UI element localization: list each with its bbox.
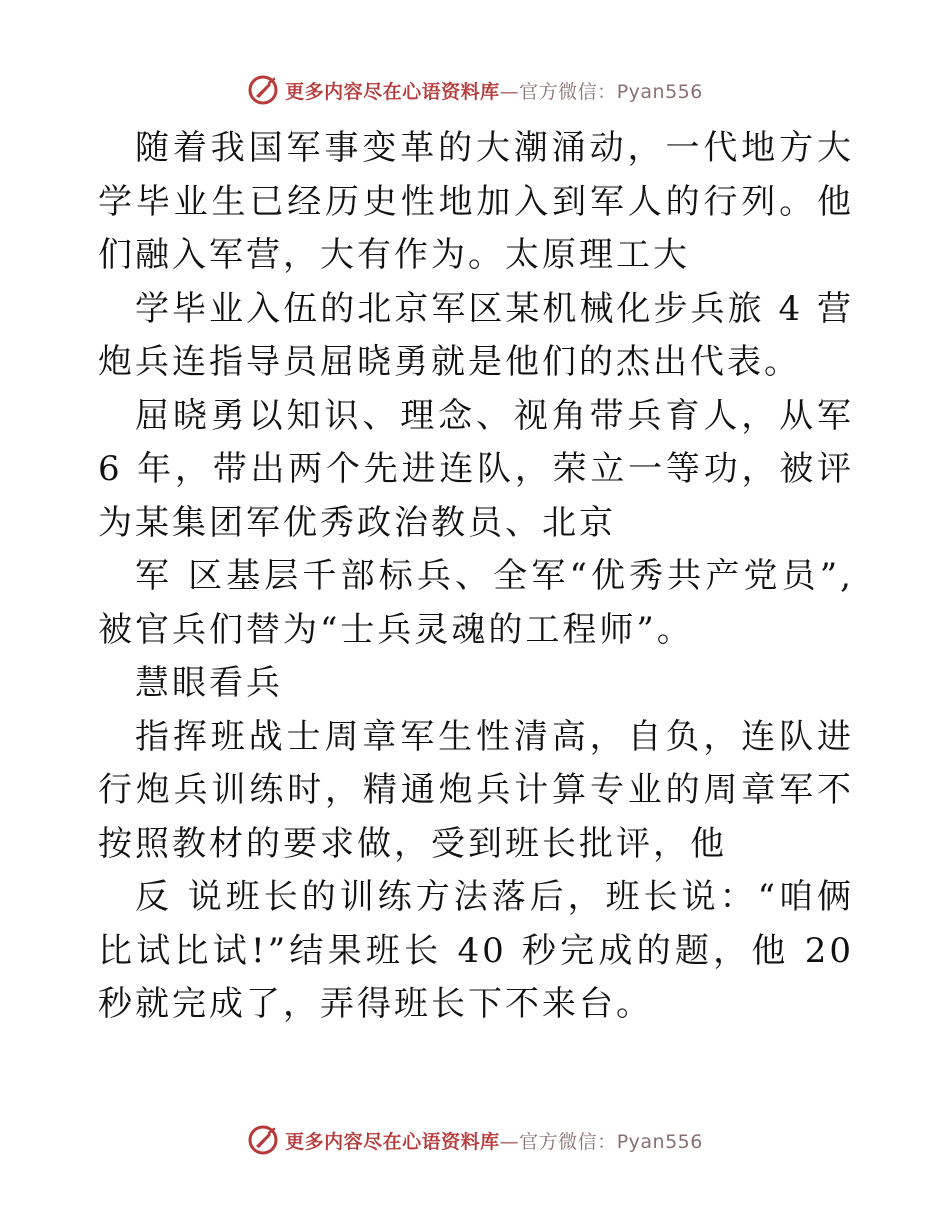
banner-text (285, 1127, 703, 1154)
footer-banner (0, 1120, 950, 1160)
header-banner (0, 70, 950, 110)
banner-text (285, 77, 703, 104)
paragraph-6: 反 说班长的训练方法落后，班长说：“咱俩比试比试!”结果班长 40 秒完成的题，他 20 秒就完成了，弄得班长下不来台。 (98, 877, 854, 1024)
quill-logo-icon (247, 1124, 279, 1156)
paragraph-4: 军 区基层千部标兵、全军“优秀共产党员”,被官兵们替为“士兵灵魂的工程师”。 (98, 556, 854, 650)
header-banner-content (247, 74, 703, 106)
banner-wechat-id: Pyan556 (616, 80, 703, 103)
quill-logo-icon (247, 74, 279, 106)
banner-site-text: 更多内容尽在心语资料库 (285, 80, 500, 103)
paragraph-1: 随着我国军事变革的大潮涌动，一代地方大学毕业生已经历史性地加入到军人的行列。他们融入军营，大有作为。太原理工大 (98, 128, 854, 275)
paragraph-5: 指挥班战士周章军生性清高，自负，连队进行炮兵训练时，精通炮兵计算专业的周章军不按照教材的要求做，受到班长批评，他 (98, 716, 854, 864)
footer-banner-content (247, 1124, 703, 1156)
banner-wechat-id: Pyan556 (616, 1130, 703, 1153)
document-body (98, 122, 854, 1032)
banner-separator: — (499, 80, 520, 103)
banner-site-text: 更多内容尽在心语资料库 (285, 1130, 500, 1153)
section-heading: 慧眼看兵 (135, 663, 283, 703)
banner-wechat-label: 官方微信： (519, 80, 617, 103)
banner-wechat-label: 官方微信： (519, 1130, 617, 1153)
paragraph-2: 学毕业入伍的北京军区某机械化步兵旅 4 营炮兵连指导员屈晓勇就是他们的杰出代表。 (98, 288, 854, 382)
banner-separator: — (499, 1130, 520, 1153)
paragraph-3: 屈晓勇以知识、理念、视角带兵育人，从军 6 年，带出两个先进连队，荣立一等功，被评为某集团军优秀政治教员、北京 (98, 395, 854, 543)
